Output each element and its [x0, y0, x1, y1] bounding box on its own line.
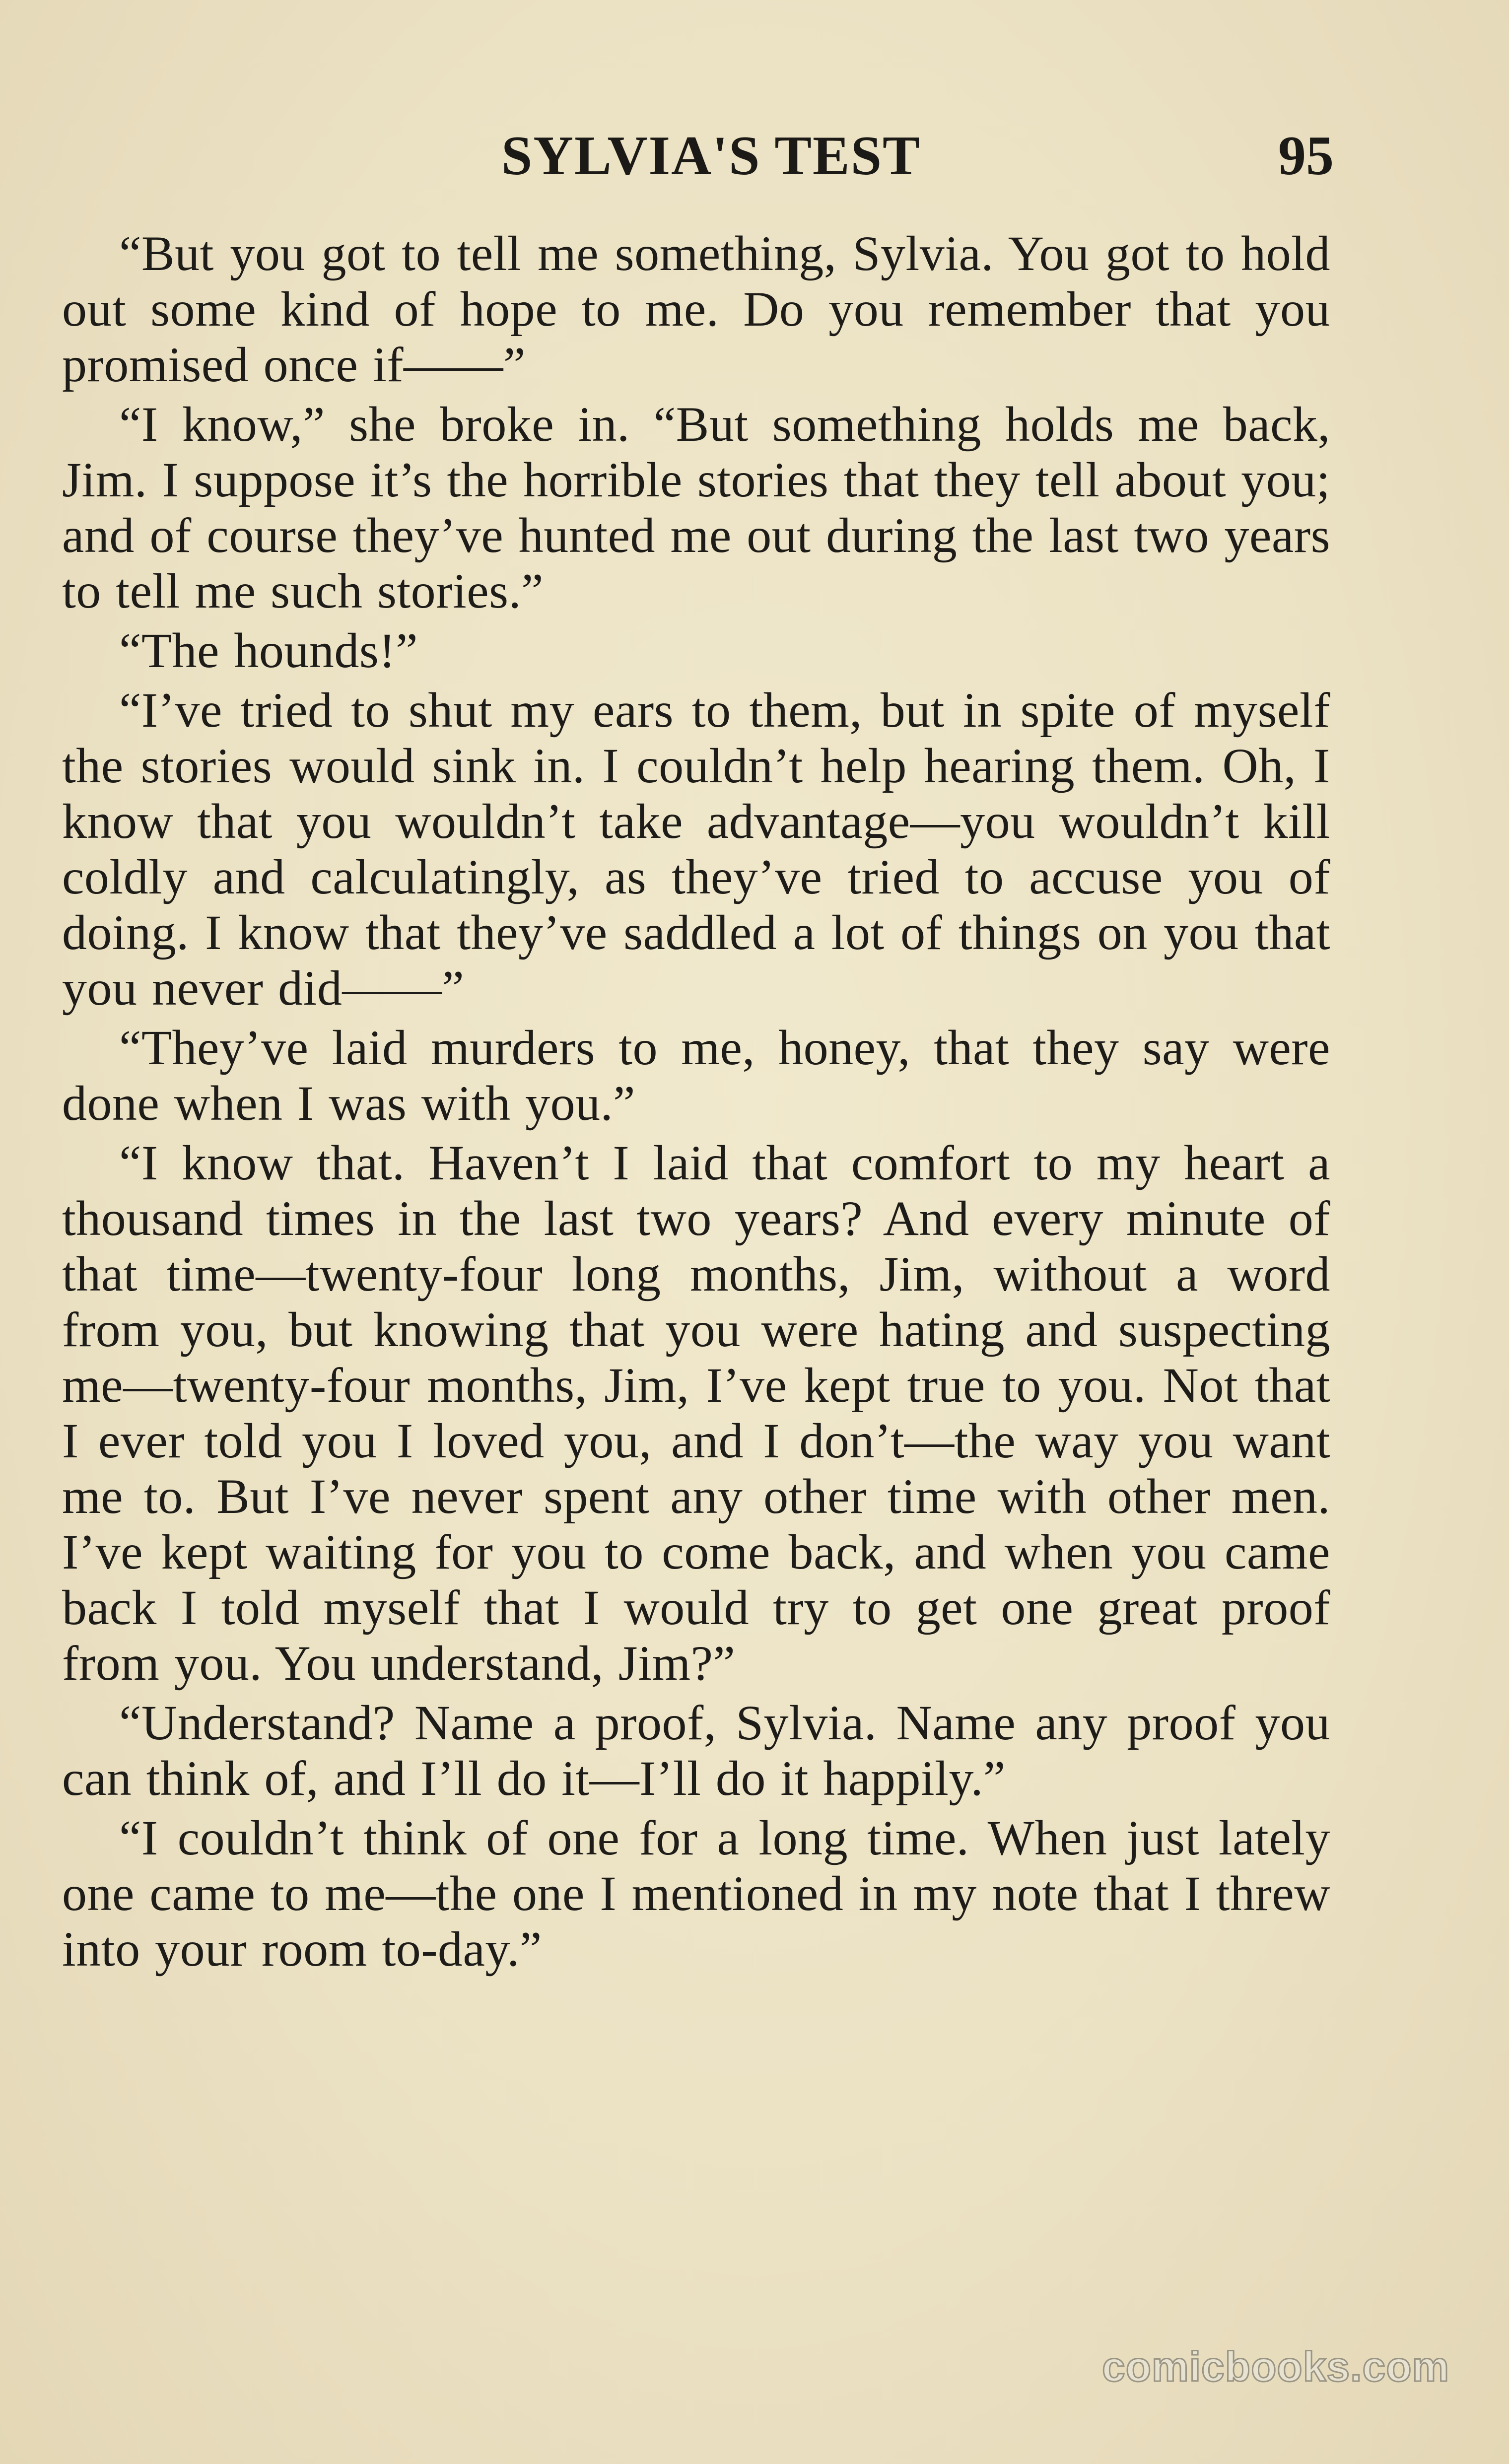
page-number: 95 [1278, 125, 1334, 187]
paragraph: “But you got to tell me something, Sylvia. You got to hold out some kind of hope to me. Do you remember that you promised once if——” [62, 226, 1330, 392]
paragraph: “I know,” she broke in. “But something holds me back, Jim. I suppose it’s the horrible stories that they tell about you; and of course they’ve hunted me out during the last two years to tell me such stories.” [62, 397, 1330, 618]
paragraph: “I know that. Haven’t I laid that comfort to my heart a thousand times in the last two years? And every minute of that time—twenty-four long months, Jim, without a word from you, but knowing that you were hating and suspecting me—twenty-four months, Jim, I’ve kept true to you. Not that I ever told you I loved you, and I don’t—the way you want me to. But I’ve never spent any other time with other men. I’ve kept waiting for you to come back, and when you came back I told myself that I would try to get one great proof from you. You understand, Jim?” [62, 1135, 1330, 1691]
paragraph: “I couldn’t think of one for a long time. When just lately one came to me—the one I mentioned in my note that I threw into your room to-day.” [62, 1810, 1330, 1977]
paragraph: “They’ve laid murders to me, honey, that they say were done when I was with you.” [62, 1020, 1330, 1131]
running-title: SYLVIA'S TEST [501, 125, 921, 187]
body-text [62, 226, 1330, 1981]
watermark: comicbooks.com [1102, 2343, 1450, 2390]
paragraph: “I’ve tried to shut my ears to them, but in spite of myself the stories would sink in. I couldn’t help hearing them. Oh, I know that you wouldn’t take advantage—you wouldn’t kill coldly and calculatingly, as they’ve tried to accuse you of doing. I know that they’ve saddled a lot of things on you that you never did——” [62, 683, 1330, 1016]
paragraph: “The hounds!” [119, 623, 418, 678]
paragraph: “Understand? Name a proof, Sylvia. Name any proof you can think of, and I’ll do it—I’ll do it happily.” [62, 1695, 1330, 1806]
page-header [0, 124, 1509, 194]
